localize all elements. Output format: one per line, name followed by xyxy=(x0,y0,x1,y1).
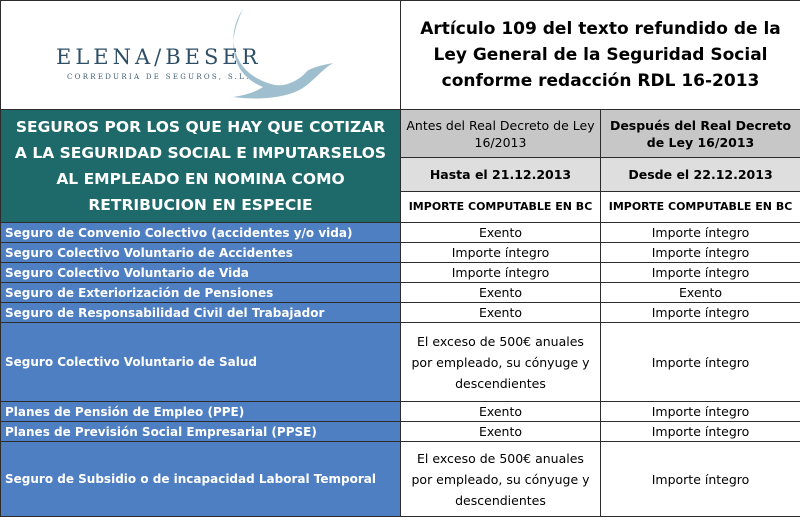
document-title: Artículo 109 del texto refundido de la Ley General de la Seguridad Social conforme redacción RDL 16-2013 xyxy=(401,1,800,110)
row-label: Planes de Pensión de Empleo (PPE) xyxy=(1,402,401,422)
row-value-after: Importe íntegro xyxy=(601,243,800,263)
table-row xyxy=(1,442,800,517)
table-row xyxy=(1,243,800,263)
column-date-after: Desde el 22.12.2013 xyxy=(601,158,800,191)
column-date-before: Hasta el 21.12.2013 xyxy=(401,158,601,191)
logo-cell xyxy=(1,1,401,110)
row-label: Planes de Previsión Social Empresarial (PPSE) xyxy=(1,422,401,442)
row-value-after: Importe íntegro xyxy=(601,323,800,402)
company-logo xyxy=(1,1,400,109)
table-row xyxy=(1,422,800,442)
column-subheading-before: IMPORTE COMPUTABLE EN BC xyxy=(401,191,601,222)
logo-name: ELENA/BESER xyxy=(56,45,262,69)
row-value-after: Importe íntegro xyxy=(601,442,800,517)
row-value-after: Exento xyxy=(601,283,800,303)
row-value-after: Importe íntegro xyxy=(601,402,800,422)
row-value-before: Exento xyxy=(401,283,601,303)
column-subheading-after: IMPORTE COMPUTABLE EN BC xyxy=(601,191,800,222)
logo-subtitle: CORREDURIA DE SEGUROS, S.L. xyxy=(67,73,251,81)
row-label: Seguro Colectivo Voluntario de Accidentes xyxy=(1,243,401,263)
row-value-before: Exento xyxy=(401,422,601,442)
table-row xyxy=(1,303,800,323)
column-heading-before: Antes del Real Decreto de Ley 16/2013 xyxy=(401,110,601,158)
row-value-after: Importe íntegro xyxy=(601,263,800,283)
left-header: SEGUROS POR LOS QUE HAY QUE COTIZAR A LA SEGURIDAD SOCIAL E IMPUTARSELOS AL EMPLEADO EN NOMINA COMO RETRIBUCION EN ESPECIE xyxy=(1,110,401,223)
table-row xyxy=(1,323,800,402)
row-value-after: Importe íntegro xyxy=(601,422,800,442)
row-value-after: Importe íntegro xyxy=(601,303,800,323)
row-value-before: Exento xyxy=(401,303,601,323)
row-value-before: Importe íntegro xyxy=(401,263,601,283)
row-label: Seguro Colectivo Voluntario de Vida xyxy=(1,263,401,283)
row-value-before: Importe íntegro xyxy=(401,243,601,263)
row-value-after: Importe íntegro xyxy=(601,223,800,243)
row-label: Seguro de Exteriorización de Pensiones xyxy=(1,283,401,303)
row-label: Seguro de Responsabilidad Civil del Trabajador xyxy=(1,303,401,323)
row-label: Seguro de Subsidio o de incapacidad Laboral Temporal xyxy=(1,442,401,517)
table-row xyxy=(1,263,800,283)
row-label: Seguro Colectivo Voluntario de Salud xyxy=(1,323,401,402)
row-label: Seguro de Convenio Colectivo (accidentes y/o vida) xyxy=(1,223,401,243)
row-value-before: El exceso de 500€ anuales por empleado, su cónyuge y descendientes xyxy=(401,442,601,517)
column-heading-after: Después del Real Decreto de Ley 16/2013 xyxy=(601,110,800,158)
row-value-before: Exento xyxy=(401,402,601,422)
row-value-before: Exento xyxy=(401,223,601,243)
table-row xyxy=(1,223,800,243)
row-value-before: El exceso de 500€ anuales por empleado, su cónyuge y descendientes xyxy=(401,323,601,402)
table-row xyxy=(1,402,800,422)
table-row xyxy=(1,283,800,303)
